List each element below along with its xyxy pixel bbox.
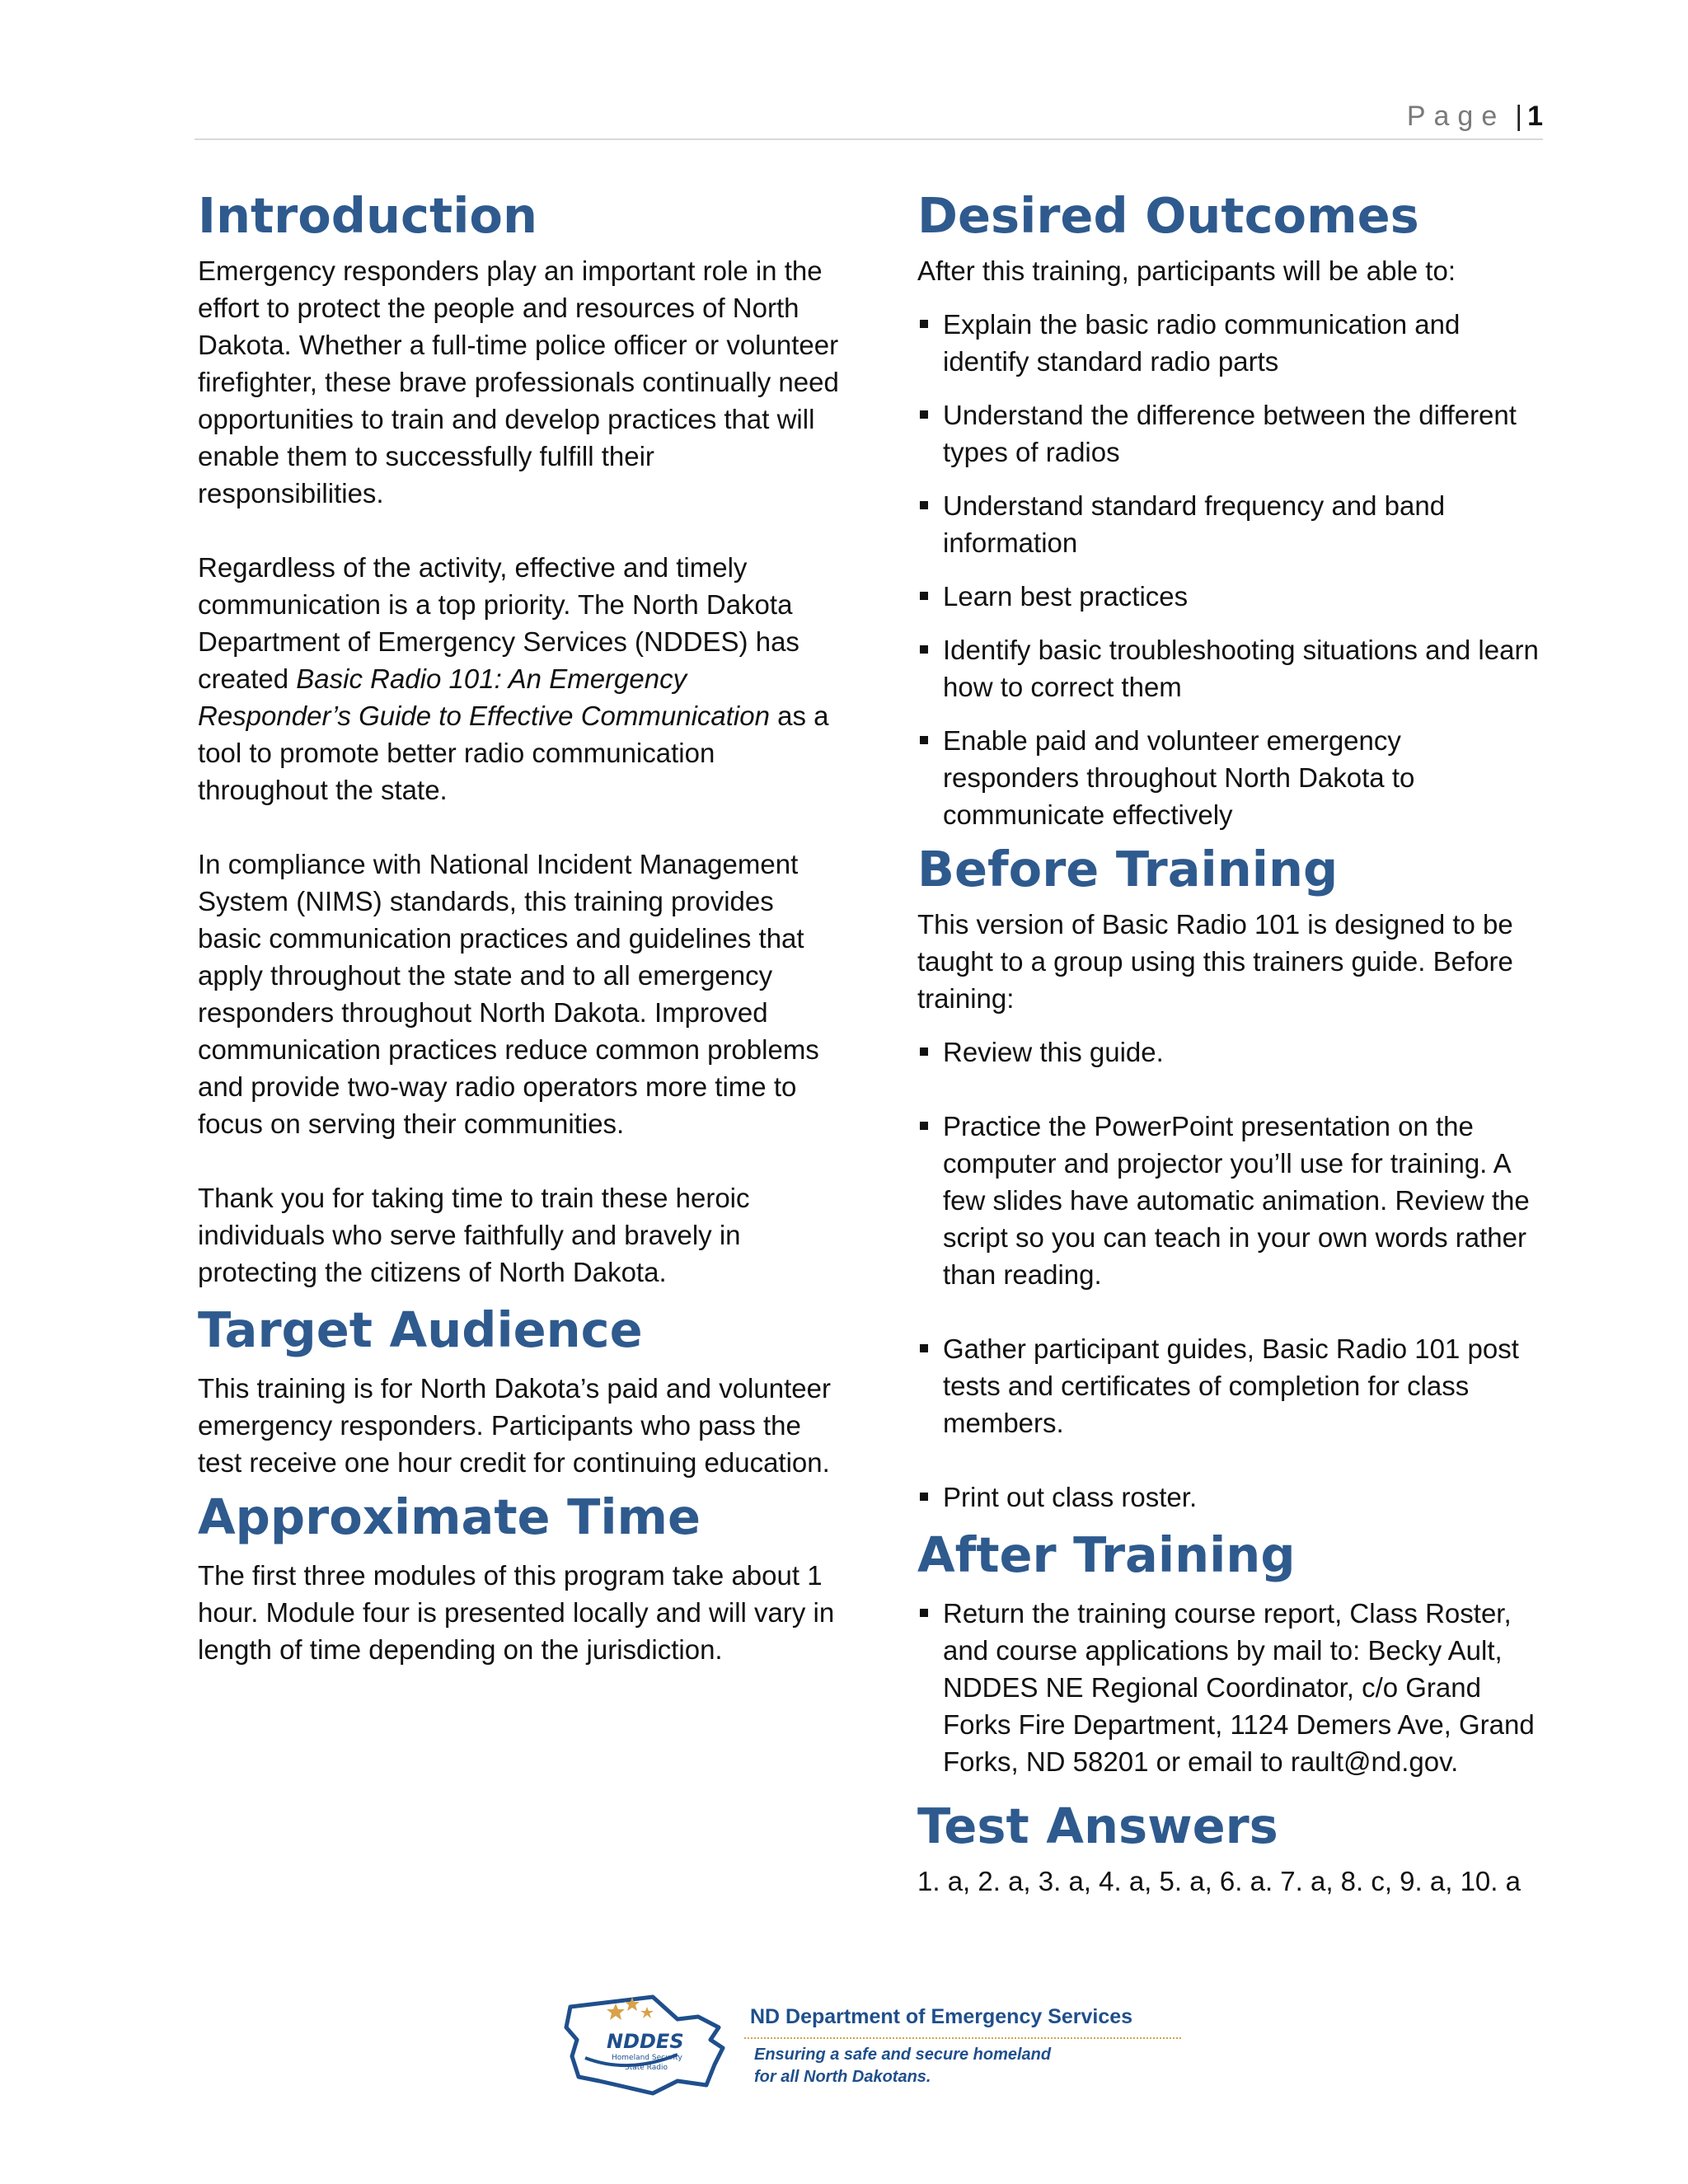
intro-paragraph-4: Thank you for taking time to train these heroic individuals who serve faithfully and bravely in protecting the citizens of North Dakota.	[198, 1183, 750, 1287]
desired-outcomes-heading: Desired Outcomes	[917, 187, 1419, 244]
before-intro: This version of Basic Radio 101 is designed to be taught to a group using this trainers guide. Before training:	[917, 909, 1513, 1014]
left-column	[198, 180, 841, 1668]
list-item: Learn best practices	[917, 578, 1544, 615]
intro-paragraph-1: Emergency responders play an important role in the effort to protect the people and resources of North Dakota. Whether a full-time police officer or volunteer firefighter, these brave professionals continually need opportunities to train and develop practices that will enable them to successfully fulfill their responsibilities.	[198, 255, 839, 509]
list-item: Identify basic troubleshooting situations and learn how to correct them	[917, 631, 1544, 705]
page-label: Page	[1406, 101, 1506, 132]
list-item: Gather participant guides, Basic Radio 101 post tests and certificates of completion for class members.	[917, 1330, 1544, 1441]
right-column	[917, 180, 1544, 1900]
footer-divider	[744, 2037, 1181, 2039]
after-list	[917, 1595, 1544, 1780]
audience-paragraph: This training is for North Dakota’s paid and volunteer emergency responders. Participants who pass the test receive one hour credit for continuing education.	[198, 1373, 831, 1478]
before-training-heading: Before Training	[917, 841, 1339, 898]
page-number: Page | 1	[1406, 101, 1543, 132]
test-answers-heading: Test Answers	[917, 1797, 1278, 1854]
page-number-value: 1	[1527, 101, 1543, 132]
list-item: Understand the difference between the different types of radios	[917, 396, 1544, 471]
intro-paragraph-3: In compliance with National Incident Management System (NIMS) standards, this training provides basic communication practices and guidelines that apply throughout the state and to all emergency responders throughout North Dakota. Improved communication practices reduce common problems and provide two-way radio operators more time to focus on serving their communities.	[198, 849, 819, 1139]
approximate-time-heading: Approximate Time	[198, 1488, 701, 1545]
time-paragraph: The first three modules of this program take about 1 hour. Module four is presented locally and will vary in length of time depending on the jurisdiction.	[198, 1560, 835, 1665]
list-item: Return the training course report, Class Roster, and course applications by mail to: Becky Ault, NDDES NE Regional Coordinator, c/o Grand Forks Fire Department, 1124 Demers Ave, Grand Forks, ND 58201 or email to rault@nd.gov.	[917, 1595, 1544, 1780]
after-training-heading: After Training	[917, 1526, 1296, 1583]
outcomes-list	[917, 306, 1544, 833]
list-item: Explain the basic radio communication and identify standard radio parts	[917, 306, 1544, 380]
intro-paragraph-2: Regardless of the activity, effective and timely communication is a top priority. The North Dakota Department of Emergency Services (NDDES) has created Basic Radio 101: An Emergency Responder’s Guide to Effective Communication as a tool to promote better radio communication throughout the state.	[198, 552, 829, 805]
list-item: Practice the PowerPoint presentation on the computer and projector you’ll use for training. A few slides have automatic animation. Review the script so you can teach in your own words rather than reading.	[917, 1108, 1544, 1293]
logo-text: NDDES	[607, 2030, 684, 2053]
list-item: Print out class roster.	[917, 1479, 1544, 1516]
guide-title: Basic Radio 101: An Emergency Responder’s Guide to Effective Communication	[198, 663, 770, 731]
introduction-heading: Introduction	[198, 187, 537, 244]
outcomes-intro: After this training, participants will be able to:	[917, 255, 1456, 286]
org-name: ND Department of Emergency Services	[750, 2005, 1133, 2028]
before-list	[917, 1033, 1544, 1516]
svg-text:State Radio: State Radio	[625, 2064, 668, 2072]
page-header	[195, 99, 1543, 140]
list-item: Review this guide.	[917, 1033, 1544, 1071]
list-item: Understand standard frequency and band information	[917, 487, 1544, 561]
org-tagline: Ensuring a safe and secure homeland for all North Dakotans.	[754, 2046, 1052, 2086]
svg-text:Homeland Security: Homeland Security	[612, 2054, 682, 2062]
list-item: Enable paid and volunteer emergency responders throughout North Dakota to communicate effectively	[917, 722, 1544, 833]
target-audience-heading: Target Audience	[198, 1301, 643, 1358]
answers-text: 1. a, 2. a, 3. a, 4. a, 5. a, 6. a. 7. a, 8. c, 9. a, 10. a	[917, 1866, 1521, 1896]
